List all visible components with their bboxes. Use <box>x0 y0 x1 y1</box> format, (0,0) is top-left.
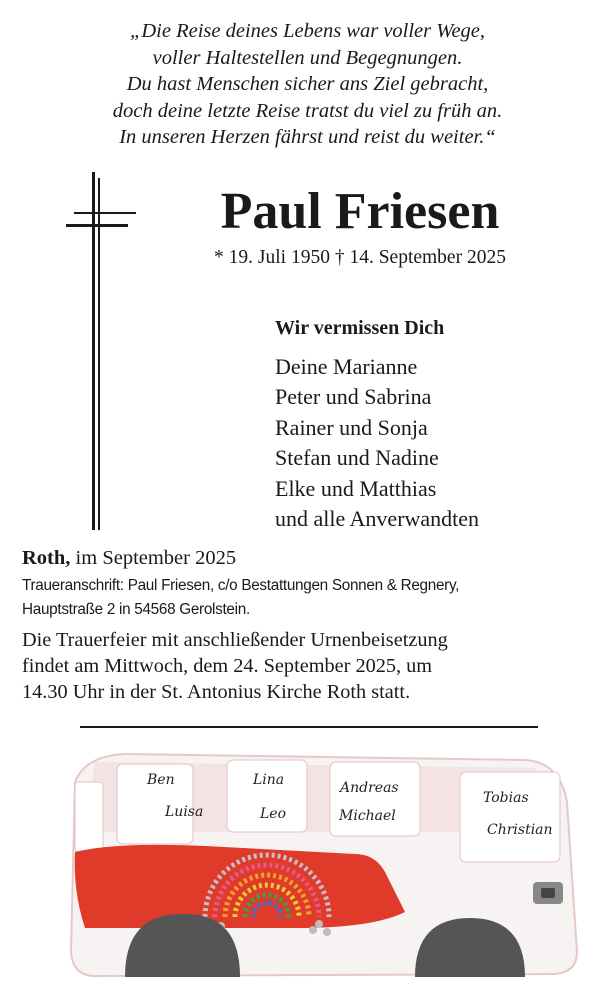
service-line: findet am Mittwoch, dem 24. September 2025, um <box>22 655 433 677</box>
poem <box>0 18 615 151</box>
place: Roth, <box>22 547 71 569</box>
family-list <box>275 352 479 534</box>
family-member: Elke und Matthias <box>275 475 437 501</box>
family-member: Deine Marianne <box>275 354 418 379</box>
service-line: 14.30 Uhr in der St. Antonius Kirche Roth statt. <box>22 681 411 703</box>
place-month: im September 2025 <box>70 547 237 569</box>
poem-line: voller Haltestellen und Begegnungen. <box>152 46 463 69</box>
address-line: Traueranschrift: Paul Friesen, c/o Bestattungen Sonnen & Regnery, <box>22 577 460 594</box>
family-member: Stefan und Nadine <box>275 445 439 471</box>
poem-line: „Die Reise deines Lebens war voller Wege, <box>129 20 486 42</box>
bus-name: Christian <box>487 822 553 838</box>
divider <box>80 726 538 728</box>
bus-name: Andreas <box>340 780 399 796</box>
bus-name: Michael <box>339 808 396 824</box>
deceased-name: Paul Friesen <box>220 183 500 240</box>
mourning-address <box>22 574 602 622</box>
bus-name: Ben <box>147 772 175 788</box>
life-dates: * 19. Juli 1950 † 14. September 2025 <box>214 247 506 268</box>
bus-illustration <box>55 742 585 997</box>
cross-icon <box>64 172 136 532</box>
poem-line: In unseren Herzen fährst und reist du weiter.“ <box>119 126 496 149</box>
miss-heading: Wir vermissen Dich <box>275 317 445 339</box>
address-line: Hauptstraße 2 in 54568 Gerolstein. <box>22 601 250 618</box>
bus-name: Leo <box>260 806 287 822</box>
service-line: Die Trauerfeier mit anschließender Urnenbeisetzung <box>22 629 448 651</box>
family-member: und alle Anverwandten <box>275 506 480 532</box>
family-member: Rainer und Sonja <box>275 414 428 440</box>
family-member: Peter und Sabrina <box>275 384 432 410</box>
bus-name: Luisa <box>165 804 204 820</box>
bus-name: Lina <box>253 772 285 788</box>
place-date <box>22 545 236 571</box>
poem-line: doch deine letzte Reise tratst du viel zu früh an. <box>112 99 503 122</box>
poem-line: Du hast Menschen sicher ans Ziel gebracht, <box>126 73 489 96</box>
bus-name: Tobias <box>483 790 529 806</box>
funeral-service <box>22 627 602 705</box>
